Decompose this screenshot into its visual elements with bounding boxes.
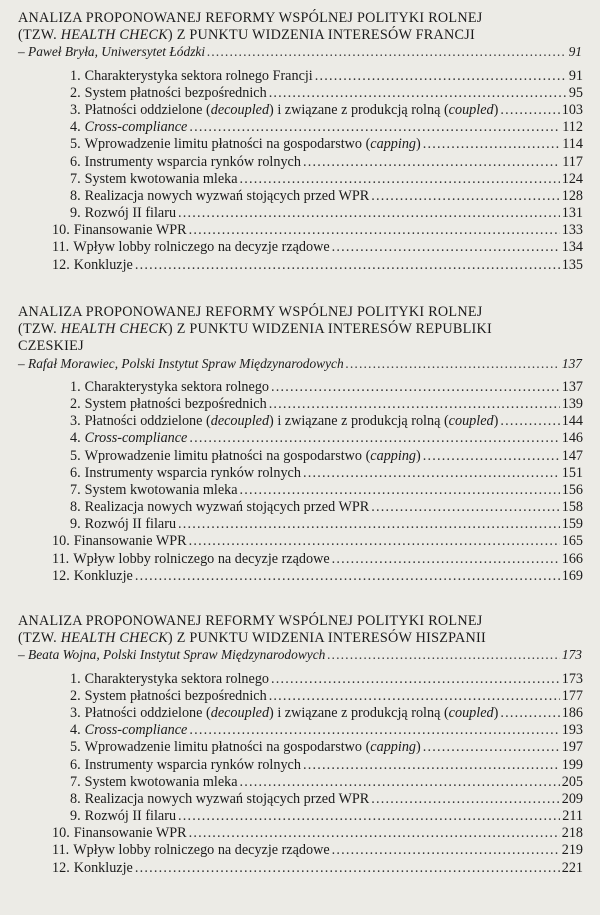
entry-title-part: ) — [493, 704, 499, 721]
dot-leader — [332, 842, 560, 859]
toc-entry[interactable] — [0, 774, 600, 791]
dot-leader — [500, 102, 559, 119]
entry-number: 5. — [70, 447, 81, 464]
dot-leader — [500, 705, 559, 722]
entry-title: System płatności bezpośrednich — [84, 395, 267, 412]
entry-title: Konkluzje — [73, 567, 133, 584]
entry-number: 3. — [70, 704, 81, 721]
entry-number: 8. — [70, 499, 81, 516]
entry-title: System kwotowania mleka — [84, 170, 238, 187]
dot-leader — [371, 791, 560, 808]
entry-title-italic: coupled — [448, 413, 494, 430]
entry-number: 12. — [52, 256, 70, 273]
section-title-line1: ANALIZA PROPONOWANEJ REFORMY WSPÓLNEJ POLITYKI ROLNEJ — [18, 613, 483, 629]
entry-number: 2. — [70, 395, 81, 412]
entry-title-part: Płatności oddzielone ( — [84, 704, 211, 721]
page-number: 103 — [561, 101, 583, 118]
entry-number: 10. — [52, 825, 70, 842]
entry-title-part: Wprowadzenie limitu płatności na gospodarstwo ( — [84, 447, 371, 464]
entry-number: 4. — [70, 430, 81, 447]
entry-number: 8. — [70, 187, 81, 204]
entry-number: 3. — [70, 413, 81, 430]
chapter-list — [0, 68, 600, 274]
author-name: – Beata Wojna, Polski Instytut Spraw Międzynarodowych — [18, 647, 326, 663]
entry-number: 8. — [70, 790, 81, 807]
dot-leader — [371, 188, 560, 205]
entry-title: Konkluzje — [73, 859, 133, 876]
page-number: 209 — [561, 790, 583, 807]
entry-title-italic: decoupled — [210, 704, 270, 721]
page-number: 158 — [561, 499, 583, 516]
entry-number: 6. — [70, 464, 81, 481]
dot-leader — [189, 825, 560, 842]
toc-entry[interactable] — [0, 136, 600, 153]
dot-leader — [135, 568, 560, 585]
entry-title-italic: capping — [370, 136, 417, 153]
page-number: 117 — [562, 153, 583, 170]
page-number: 205 — [561, 773, 583, 790]
section-title — [0, 304, 600, 356]
toc-entry[interactable] — [0, 68, 600, 85]
author-entry[interactable] — [0, 356, 600, 373]
dot-leader — [332, 551, 560, 568]
dot-leader — [315, 68, 567, 85]
entry-title — [85, 739, 421, 756]
toc-entry[interactable] — [0, 842, 600, 859]
entry-title-italic: coupled — [448, 101, 494, 118]
entry-number: 9. — [70, 808, 81, 825]
entry-title-part: Płatności oddzielone ( — [84, 101, 211, 118]
entry-number: 5. — [70, 739, 81, 756]
toc-entry[interactable] — [0, 808, 600, 825]
title-suffix: ) Z PUNKTU WIDZENIA INTERESÓW REPUBLIKI — [167, 321, 492, 338]
page-number: 173 — [561, 647, 582, 663]
entry-number: 10. — [52, 222, 70, 239]
toc-entry[interactable] — [0, 448, 600, 465]
entry-title-italic: capping — [370, 447, 417, 464]
entry-title — [85, 102, 499, 119]
toc-section-czech-republic — [0, 304, 600, 585]
dot-leader — [423, 739, 560, 756]
author-name: – Rafał Morawiec, Polski Instytut Spraw Międzynarodowych — [18, 355, 344, 371]
author-name: – Paweł Bryła, Uniwersytet Łódzki — [18, 44, 206, 60]
section-title-line3: CZESKIEJ — [18, 338, 84, 355]
entry-title: Realizacja nowych wyzwań stojących przed WPR — [84, 187, 370, 204]
entry-number: 12. — [52, 859, 70, 876]
page-number: 177 — [561, 687, 583, 704]
section-title-line1: ANALIZA PROPONOWANEJ REFORMY WSPÓLNEJ POLITYKI ROLNEJ — [18, 10, 483, 26]
entry-number: 2. — [70, 84, 81, 101]
toc-entry[interactable] — [0, 688, 600, 705]
toc-entry[interactable] — [0, 154, 600, 171]
entry-title: Charakterystyka sektora rolnego — [84, 670, 270, 687]
section-title-line1: ANALIZA PROPONOWANEJ REFORMY WSPÓLNEJ POLITYKI ROLNEJ — [18, 304, 483, 320]
title-italic: HEALTH CHECK — [60, 321, 168, 338]
title-italic: HEALTH CHECK — [60, 27, 168, 44]
toc-entry[interactable] — [0, 482, 600, 499]
dot-leader — [207, 44, 567, 60]
entry-title-part: ) — [416, 739, 421, 756]
toc-entry[interactable] — [0, 85, 600, 102]
page-number: 186 — [561, 704, 583, 721]
toc-entry[interactable] — [0, 102, 600, 119]
toc-entry[interactable] — [0, 568, 600, 585]
entry-title: Charakterystyka sektora rolnego — [84, 378, 270, 395]
dot-leader — [271, 379, 560, 396]
toc-entry[interactable] — [0, 239, 600, 256]
dot-leader — [332, 239, 560, 256]
page-number: 128 — [561, 187, 583, 204]
toc-entry[interactable] — [0, 791, 600, 808]
entry-number: 3. — [70, 101, 81, 118]
entry-number: 11. — [52, 239, 70, 256]
entry-number: 1. — [70, 670, 81, 687]
dot-leader — [240, 774, 560, 791]
entry-title: Finansowanie WPR — [73, 533, 187, 550]
page-number: 173 — [561, 670, 583, 687]
page-number: 156 — [561, 481, 583, 498]
page-number: 91 — [568, 67, 583, 84]
page-number: 219 — [561, 842, 583, 859]
entry-number: 1. — [70, 67, 81, 84]
entry-title-italic: Cross-compliance — [84, 430, 188, 447]
entry-title — [85, 448, 421, 465]
entry-title: Instrumenty wsparcia rynków rolnych — [84, 153, 301, 170]
entry-title-part: ) — [416, 447, 421, 464]
section-title — [0, 10, 600, 44]
toc-entry[interactable] — [0, 499, 600, 516]
entry-title — [85, 136, 421, 153]
toc-entry[interactable] — [0, 205, 600, 222]
toc-entry[interactable] — [0, 430, 600, 447]
toc-entry[interactable] — [0, 533, 600, 550]
dot-leader — [500, 413, 559, 430]
section-title-line2 — [18, 630, 600, 647]
entry-number: 9. — [70, 516, 81, 533]
toc-entry[interactable] — [0, 222, 600, 239]
page-number: 166 — [561, 550, 583, 567]
page-number: 211 — [562, 808, 583, 825]
dot-leader — [423, 448, 560, 465]
toc-section-france — [0, 10, 600, 274]
page-number: 151 — [561, 464, 583, 481]
dot-leader — [189, 722, 559, 739]
page-number: 197 — [561, 739, 583, 756]
page-number: 133 — [561, 222, 583, 239]
page-number: 135 — [561, 256, 583, 273]
dot-leader — [189, 533, 560, 550]
page-number: 137 — [561, 378, 583, 395]
toc-entry[interactable] — [0, 722, 600, 739]
entry-title-italic: Cross-compliance — [84, 119, 188, 136]
dot-leader — [178, 516, 560, 533]
entry-title-part: Wprowadzenie limitu płatności na gospodarstwo ( — [84, 739, 371, 756]
page-number: 218 — [561, 825, 583, 842]
entry-title-part: ) — [493, 413, 499, 430]
entry-title: Finansowanie WPR — [73, 222, 187, 239]
entry-title-italic: capping — [370, 739, 417, 756]
dot-leader — [371, 499, 560, 516]
entry-title-part: ) i związane z produkcją rolną ( — [269, 413, 449, 430]
entry-number: 11. — [52, 842, 70, 859]
title-suffix: ) Z PUNKTU WIDZENIA INTERESÓW HISZPANII — [167, 630, 486, 647]
toc-entry[interactable] — [0, 171, 600, 188]
section-title-line2 — [18, 321, 600, 338]
page-number: 169 — [561, 567, 583, 584]
page-number: 131 — [561, 205, 583, 222]
entry-number: 6. — [70, 153, 81, 170]
entry-title: System kwotowania mleka — [84, 773, 238, 790]
entry-title: Konkluzje — [73, 256, 133, 273]
dot-leader — [346, 356, 560, 372]
page-number: 159 — [561, 516, 583, 533]
toc-entry[interactable] — [0, 860, 600, 877]
entry-title: Realizacja nowych wyzwań stojących przed WPR — [84, 499, 370, 516]
entry-title-part: ) i związane z produkcją rolną ( — [269, 101, 449, 118]
entry-number: 7. — [70, 481, 81, 498]
title-suffix: ) Z PUNKTU WIDZENIA INTERESÓW FRANCJI — [167, 27, 475, 44]
toc-entry[interactable] — [0, 551, 600, 568]
entry-title: Wpływ lobby rolniczego na decyzje rządowe — [73, 550, 330, 567]
dot-leader — [269, 396, 560, 413]
entry-title: Wpływ lobby rolniczego na decyzje rządowe — [73, 239, 330, 256]
toc-entry[interactable] — [0, 825, 600, 842]
page-number: 199 — [561, 756, 583, 773]
dot-leader — [327, 647, 560, 663]
toc-entry[interactable] — [0, 757, 600, 774]
page-number: 95 — [568, 84, 583, 101]
chapter-list — [0, 671, 600, 877]
section-title-line2 — [18, 27, 600, 44]
dot-leader — [189, 430, 559, 447]
toc-entry[interactable] — [0, 379, 600, 396]
toc-entry[interactable] — [0, 465, 600, 482]
page-number: 134 — [561, 239, 583, 256]
title-prefix: (TZW. — [18, 630, 57, 647]
entry-title: System kwotowania mleka — [84, 481, 238, 498]
dot-leader — [178, 808, 560, 825]
entry-title: Instrumenty wsparcia rynków rolnych — [84, 756, 301, 773]
dot-leader — [189, 222, 560, 239]
entry-title: Rozwój II filaru — [84, 516, 177, 533]
entry-number: 7. — [70, 170, 81, 187]
entry-title: System płatności bezpośrednich — [84, 687, 267, 704]
dot-leader — [240, 171, 560, 188]
toc-section-spain — [0, 613, 600, 877]
entry-title — [85, 413, 499, 430]
page-number: 221 — [561, 859, 583, 876]
entry-title-part: ) i związane z produkcją rolną ( — [269, 704, 449, 721]
entry-number: 11. — [52, 550, 70, 567]
toc-entry[interactable] — [0, 396, 600, 413]
dot-leader — [135, 257, 560, 274]
author-entry[interactable] — [0, 647, 600, 664]
page-number: 144 — [561, 413, 583, 430]
page-number: 91 — [568, 44, 582, 60]
entry-title-italic: decoupled — [210, 101, 270, 118]
entry-title: Realizacja nowych wyzwań stojących przed WPR — [84, 790, 370, 807]
entry-title: Wpływ lobby rolniczego na decyzje rządowe — [73, 842, 330, 859]
entry-number: 10. — [52, 533, 70, 550]
entry-number: 4. — [70, 119, 81, 136]
entry-title-part: ) — [416, 136, 421, 153]
page-number: 114 — [562, 136, 583, 153]
entry-title: Rozwój II filaru — [84, 808, 177, 825]
entry-number: 12. — [52, 567, 70, 584]
toc-entry[interactable] — [0, 119, 600, 136]
page-number: 193 — [561, 722, 583, 739]
entry-number: 6. — [70, 756, 81, 773]
entry-title-italic: coupled — [448, 704, 494, 721]
entry-title-italic: decoupled — [210, 413, 270, 430]
toc-entry[interactable] — [0, 188, 600, 205]
entry-number: 2. — [70, 687, 81, 704]
dot-leader — [303, 465, 560, 482]
chapter-list — [0, 379, 600, 585]
entry-title: Rozwój II filaru — [84, 205, 177, 222]
entry-number: 5. — [70, 136, 81, 153]
dot-leader — [135, 860, 560, 877]
dot-leader — [271, 671, 560, 688]
section-title — [0, 613, 600, 647]
dot-leader — [303, 757, 560, 774]
entry-title-italic: Cross-compliance — [84, 722, 188, 739]
page-number: 147 — [561, 447, 583, 464]
dot-leader — [269, 688, 560, 705]
page-number: 165 — [561, 533, 583, 550]
title-prefix: (TZW. — [18, 27, 57, 44]
page-number: 146 — [561, 430, 583, 447]
toc-entry[interactable] — [0, 516, 600, 533]
entry-title: Charakterystyka sektora rolnego Francji — [84, 67, 313, 84]
entry-title-part: Wprowadzenie limitu płatności na gospodarstwo ( — [84, 136, 371, 153]
title-italic: HEALTH CHECK — [60, 630, 168, 647]
dot-leader — [189, 119, 560, 136]
title-prefix: (TZW. — [18, 321, 57, 338]
page-number: 112 — [562, 119, 583, 136]
toc-entry[interactable] — [0, 705, 600, 722]
toc-entry[interactable] — [0, 257, 600, 274]
entry-number: 1. — [70, 378, 81, 395]
toc-entry[interactable] — [0, 413, 600, 430]
toc-entry[interactable] — [0, 739, 600, 756]
entry-number: 9. — [70, 205, 81, 222]
entry-number: 7. — [70, 773, 81, 790]
entry-title: Finansowanie WPR — [73, 825, 187, 842]
entry-title — [85, 705, 499, 722]
dot-leader — [303, 154, 560, 171]
page-number: 137 — [561, 355, 582, 371]
dot-leader — [178, 205, 560, 222]
dot-leader — [240, 482, 560, 499]
dot-leader — [423, 136, 560, 153]
entry-title: System płatności bezpośrednich — [84, 84, 267, 101]
page-number: 139 — [561, 395, 583, 412]
entry-title-part: ) — [493, 101, 499, 118]
entry-number: 4. — [70, 722, 81, 739]
page-number: 124 — [561, 170, 583, 187]
author-entry[interactable] — [0, 44, 600, 61]
dot-leader — [269, 85, 567, 102]
entry-title: Instrumenty wsparcia rynków rolnych — [84, 464, 301, 481]
toc-entry[interactable] — [0, 671, 600, 688]
entry-title-part: Płatności oddzielone ( — [84, 413, 211, 430]
